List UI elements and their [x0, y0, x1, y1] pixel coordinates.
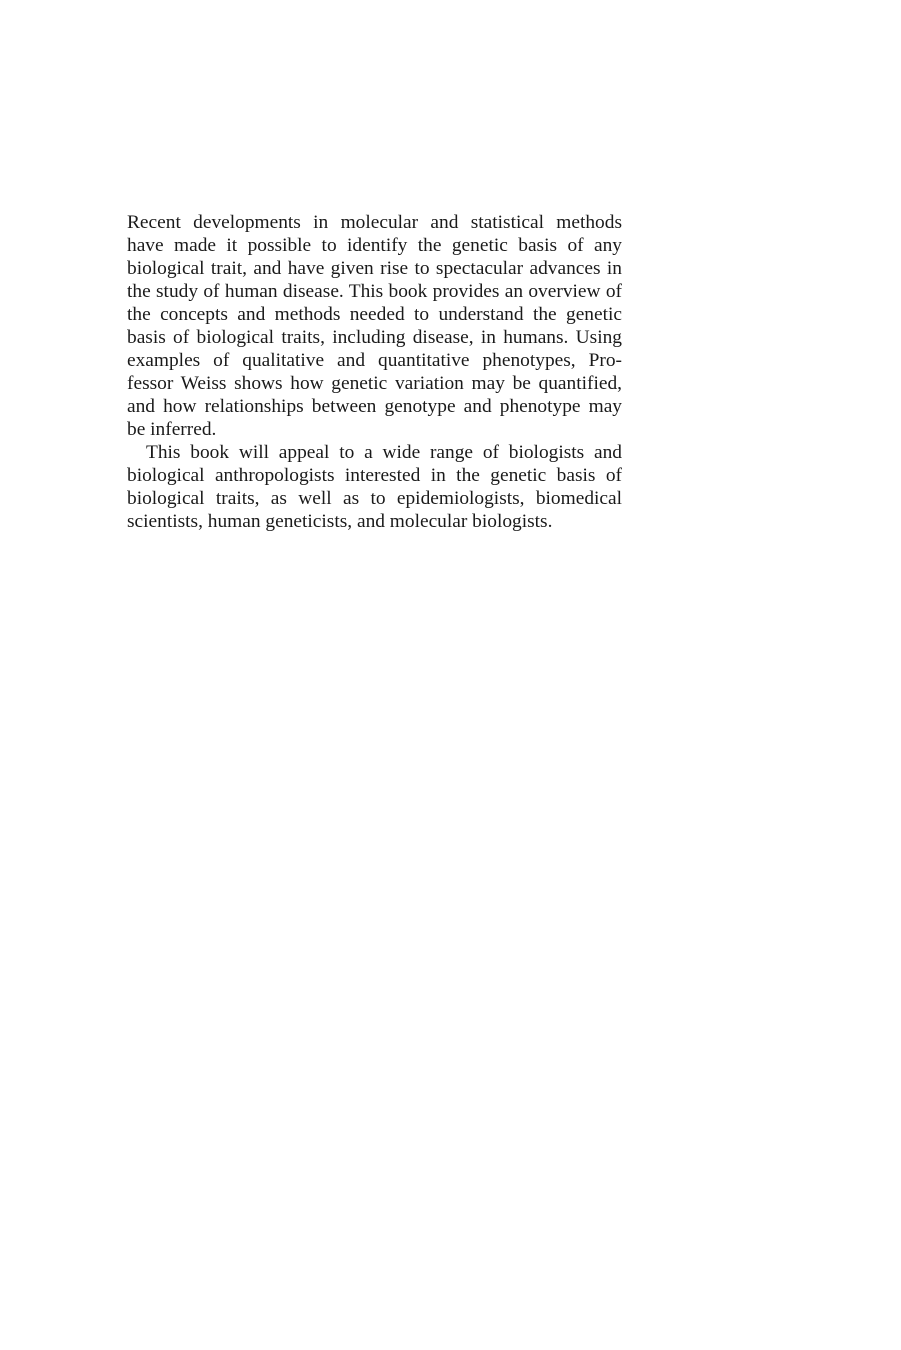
text-line: the study of human disease. This book provides an overview of	[127, 281, 622, 302]
text-line: and how relationships between genotype and phenotype may	[127, 396, 622, 417]
text-line: the concepts and methods needed to understand the genetic	[127, 304, 622, 325]
text-line: This book will appeal to a wide range of biologists and	[146, 442, 622, 463]
text-line: have made it possible to identify the genetic basis of any	[127, 235, 622, 256]
book-blurb	[127, 211, 622, 533]
text-line: be inferred.	[127, 419, 217, 440]
text-line: biological trait, and have given rise to spectacular advances in	[127, 258, 622, 279]
text-line: fessor Weiss shows how genetic variation may be quantified,	[127, 373, 622, 394]
text-line: biological traits, as well as to epidemiologists, biomedical	[127, 488, 622, 509]
text-line: examples of qualitative and quantitative phenotypes, Pro-	[127, 350, 622, 371]
text-line: basis of biological traits, including disease, in humans. Using	[127, 327, 622, 348]
text-line: biological anthropologists interested in the genetic basis of	[127, 465, 622, 486]
blurb-paragraph-2	[127, 441, 622, 533]
blurb-paragraph-1	[127, 211, 622, 441]
text-line: scientists, human geneticists, and molecular biologists.	[127, 511, 553, 532]
text-line: Recent developments in molecular and statistical methods	[127, 212, 622, 233]
